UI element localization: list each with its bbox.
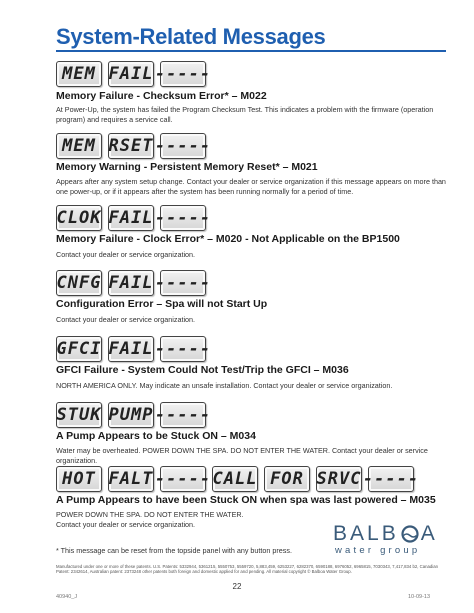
balboa-logo — [333, 523, 451, 559]
lcd-display-row — [56, 205, 212, 231]
lcd-panel: ----- — [160, 205, 206, 231]
lcd-panel: FOR — [264, 466, 310, 492]
lcd-panel: RSET — [108, 133, 154, 159]
lcd-panel: ----- — [368, 466, 414, 492]
message-heading: Configuration Error – Spa will not Start Up — [56, 298, 268, 310]
lcd-panel: ----- — [160, 133, 206, 159]
logo-tagline: water group — [335, 545, 421, 556]
lcd-panel: STUK — [56, 402, 102, 428]
message-heading: Memory Failure - Checksum Error* – M022 — [56, 90, 267, 102]
message-heading: GFCI Failure - System Could Not Test/Trip the GFCI – M036 — [56, 364, 349, 376]
message-description: Contact your dealer or service organization. — [56, 315, 196, 324]
page-number: 22 — [232, 582, 242, 591]
message-description: Contact your dealer or service organization. — [56, 250, 196, 259]
lcd-panel: GFCI — [56, 336, 102, 362]
lcd-display-row — [56, 402, 212, 428]
lcd-panel: FAIL — [108, 270, 154, 296]
message-description: Appears after any system setup change. Contact your dealer or service organization if this message appears on more than one power-up, or if it appears after the system has been running normally for a period of time. — [56, 177, 446, 196]
document-number: 40940_J — [56, 594, 78, 600]
lcd-display-row — [56, 466, 420, 492]
lcd-panel: CALL — [212, 466, 258, 492]
message-description: Water may be overheated. POWER DOWN THE SPA. DO NOT ENTER THE WATER. Contact your dealer or service organization. — [56, 446, 428, 465]
lcd-panel: MEM — [56, 133, 102, 159]
message-description-line: Contact your dealer or service organization. — [56, 520, 196, 529]
lcd-panel: SRVC — [316, 466, 362, 492]
footnote: * This message can be reset from the topside panel with any button press. — [56, 546, 292, 555]
lcd-panel: ----- — [160, 402, 206, 428]
lcd-panel: ----- — [160, 270, 206, 296]
wave-circle-icon — [400, 525, 420, 543]
lcd-panel: FAIL — [108, 336, 154, 362]
document-date: 10-09-13 — [408, 594, 431, 600]
lcd-panel: CLOK — [56, 205, 102, 231]
message-description: NORTH AMERICA ONLY. May indicate an unsafe installation. Contact your dealer or service organization. — [56, 381, 393, 390]
lcd-display-row — [56, 336, 212, 362]
message-heading: Memory Warning - Persistent Memory Reset* – M021 — [56, 161, 318, 173]
logo-wordmark: BALB A — [333, 522, 438, 545]
patent-notice: Manufactured under one or more of these patents. U.S. Patents: 5332944, 5361215, 5550753, 5559720, 5,883,459, 6253227, 6282370, 6590188, 6976052, 6965815, 7030343, 7,417,834 b2, Canadian Patent: 2342614, Australian patent: 2373248 other patents both foreign and domestic applied for and pending. All material copyright © Balboa Water Group. — [56, 564, 439, 575]
lcd-display-row — [56, 270, 212, 296]
lcd-display-row — [56, 133, 212, 159]
lcd-panel: FAIL — [108, 61, 154, 87]
lcd-panel: PUMP — [108, 402, 154, 428]
lcd-panel: HOT — [56, 466, 102, 492]
lcd-panel: FAIL — [108, 205, 154, 231]
message-heading: A Pump Appears to have been Stuck ON when spa was last powered – M035 — [56, 494, 436, 506]
lcd-panel: CNFG — [56, 270, 102, 296]
lcd-panel: ----- — [160, 61, 206, 87]
page-title: System-Related Messages — [56, 24, 326, 49]
lcd-panel: ----- — [160, 336, 206, 362]
message-description — [56, 510, 326, 530]
lcd-display-row — [56, 61, 212, 87]
title-divider — [56, 50, 446, 52]
message-description-line: POWER DOWN THE SPA. DO NOT ENTER THE WATER. — [56, 510, 244, 519]
message-heading: Memory Failure - Clock Error* – M020 - Not Applicable on the BP1500 — [56, 233, 400, 245]
message-description: At Power-Up, the system has failed the Program Checksum Test. This indicates a problem with the firmware (operation program) and requires a service call. — [56, 105, 434, 124]
lcd-panel: FALT — [108, 466, 154, 492]
lcd-panel: ----- — [160, 466, 206, 492]
message-heading: A Pump Appears to be Stuck ON – M034 — [56, 430, 256, 442]
lcd-panel: MEM — [56, 61, 102, 87]
